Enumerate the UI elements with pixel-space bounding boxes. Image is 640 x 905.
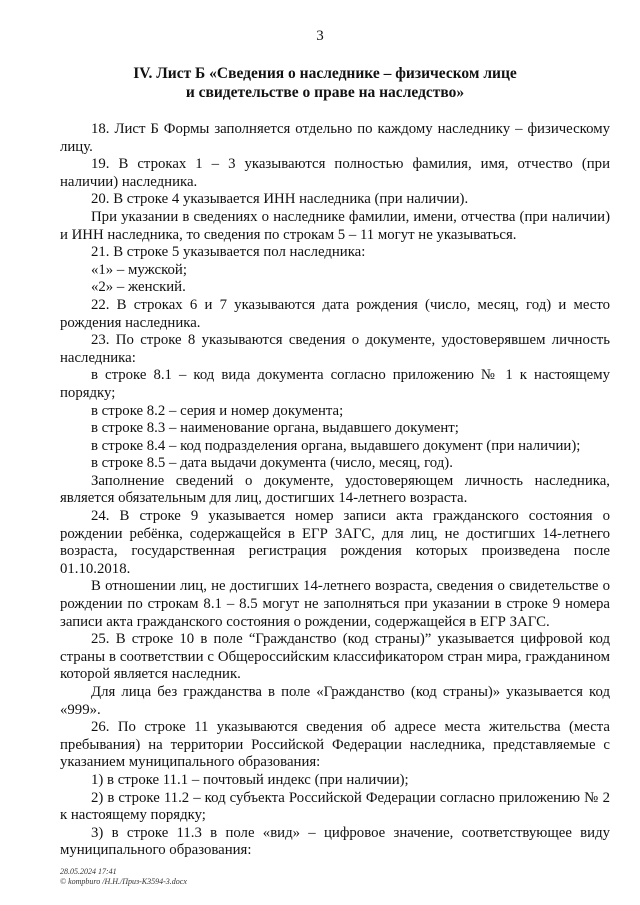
paragraph: в строке 8.3 – наименование органа, выдавшего документ; xyxy=(91,420,459,437)
paragraph: При указании в сведениях о наследнике фамилии, имени, отчества (при наличии) и ИНН наследника, то сведения по строкам 5 – 11 могут не указываться. xyxy=(60,208,610,243)
document-footer xyxy=(60,867,187,887)
paragraph: 2) в строке 11.2 – код субъекта Российской Федерации согласно приложению № 2 к настоящему порядку; xyxy=(60,789,610,824)
paragraph: в строке 8.1 – код вида документа согласно приложению № 1 к настоящему порядку; xyxy=(60,367,610,401)
paragraph: В отношении лиц, не достигших 14-летнего возраста, сведения о свидетельстве о рождении по строкам 8.1 – 8.5 могут не заполняться при указании в строке 9 номера записи акта гражданского состояния о рождении, содержащейся в ЕГР ЗАГС. xyxy=(60,578,610,630)
paragraph: 18. Лист Б Формы заполняется отдельно по каждому наследнику – физическому лицу. xyxy=(60,121,610,155)
paragraph: 26. По строке 11 указываются сведения об адресе места жительства (места пребывания) на территории Российской Федерации наследника, представляемые с указанием муниципального образования: xyxy=(60,719,610,771)
footer-file-path: © kompburo /Н.Н./Приз-К3594-3.docx xyxy=(60,877,187,886)
paragraph: 23. По строке 8 указываются сведения о документе, удостоверявшем личность наследника: xyxy=(60,332,610,366)
paragraph: 21. В строке 5 указывается пол наследника: xyxy=(91,244,366,261)
section-title-line-2: и свидетельстве о праве на наследство» xyxy=(185,84,465,101)
footer-timestamp: 28.05.2024 17:41 xyxy=(60,867,117,876)
paragraph: Заполнение сведений о документе, удостоверяющем личность наследника, является обязательным для лиц, достигших 14-летнего возраста. xyxy=(60,472,610,507)
paragraph: «1» – мужской; xyxy=(91,261,187,278)
document-body xyxy=(60,121,610,860)
paragraph: Для лица без гражданства в поле «Гражданство (код страны)» указывается код «999». xyxy=(60,684,610,718)
paragraph: 20. В строке 4 указывается ИНН наследника (при наличии). xyxy=(91,191,469,208)
paragraph: в строке 8.4 – код подразделения органа, выдавшего документ (при наличии); xyxy=(91,437,581,454)
paragraph: 1) в строке 11.1 – почтовый индекс (при наличии); xyxy=(91,771,409,788)
page-number: 3 xyxy=(316,28,324,44)
section-title-line-1: IV. Лист Б «Сведения о наследнике – физическом лице xyxy=(133,65,517,82)
paragraph: 24. В строке 9 указывается номер записи акта гражданского состояния о рождении ребёнка, содержащейся в ЕГР ЗАГС, для лиц, не достигших 14-летнего возраста, государственная регистрация рождения которых произведена после 01.10.2018. xyxy=(60,508,610,577)
section-title xyxy=(60,64,590,102)
paragraph: в строке 8.5 – дата выдачи документа (число, месяц, год). xyxy=(91,455,453,472)
paragraph: в строке 8.2 – серия и номер документа; xyxy=(91,402,344,419)
paragraph: 19. В строках 1 – 3 указываются полностью фамилия, имя, отчество (при наличии) наследника. xyxy=(60,156,610,190)
paragraph: 25. В строке 10 в поле “Гражданство (код страны)” указывается цифровой код страны в соответствии с Общероссийским классификатором стран мира, гражданином которой является наследник. xyxy=(60,631,610,683)
paragraph: 3) в строке 11.3 в поле «вид» – цифровое значение, соответствующее виду муниципального образования: xyxy=(60,824,610,859)
paragraph: 22. В строках 6 и 7 указываются дата рождения (число, месяц, год) и место рождения наследника. xyxy=(60,296,610,331)
paragraph: «2» – женский. xyxy=(91,279,186,296)
